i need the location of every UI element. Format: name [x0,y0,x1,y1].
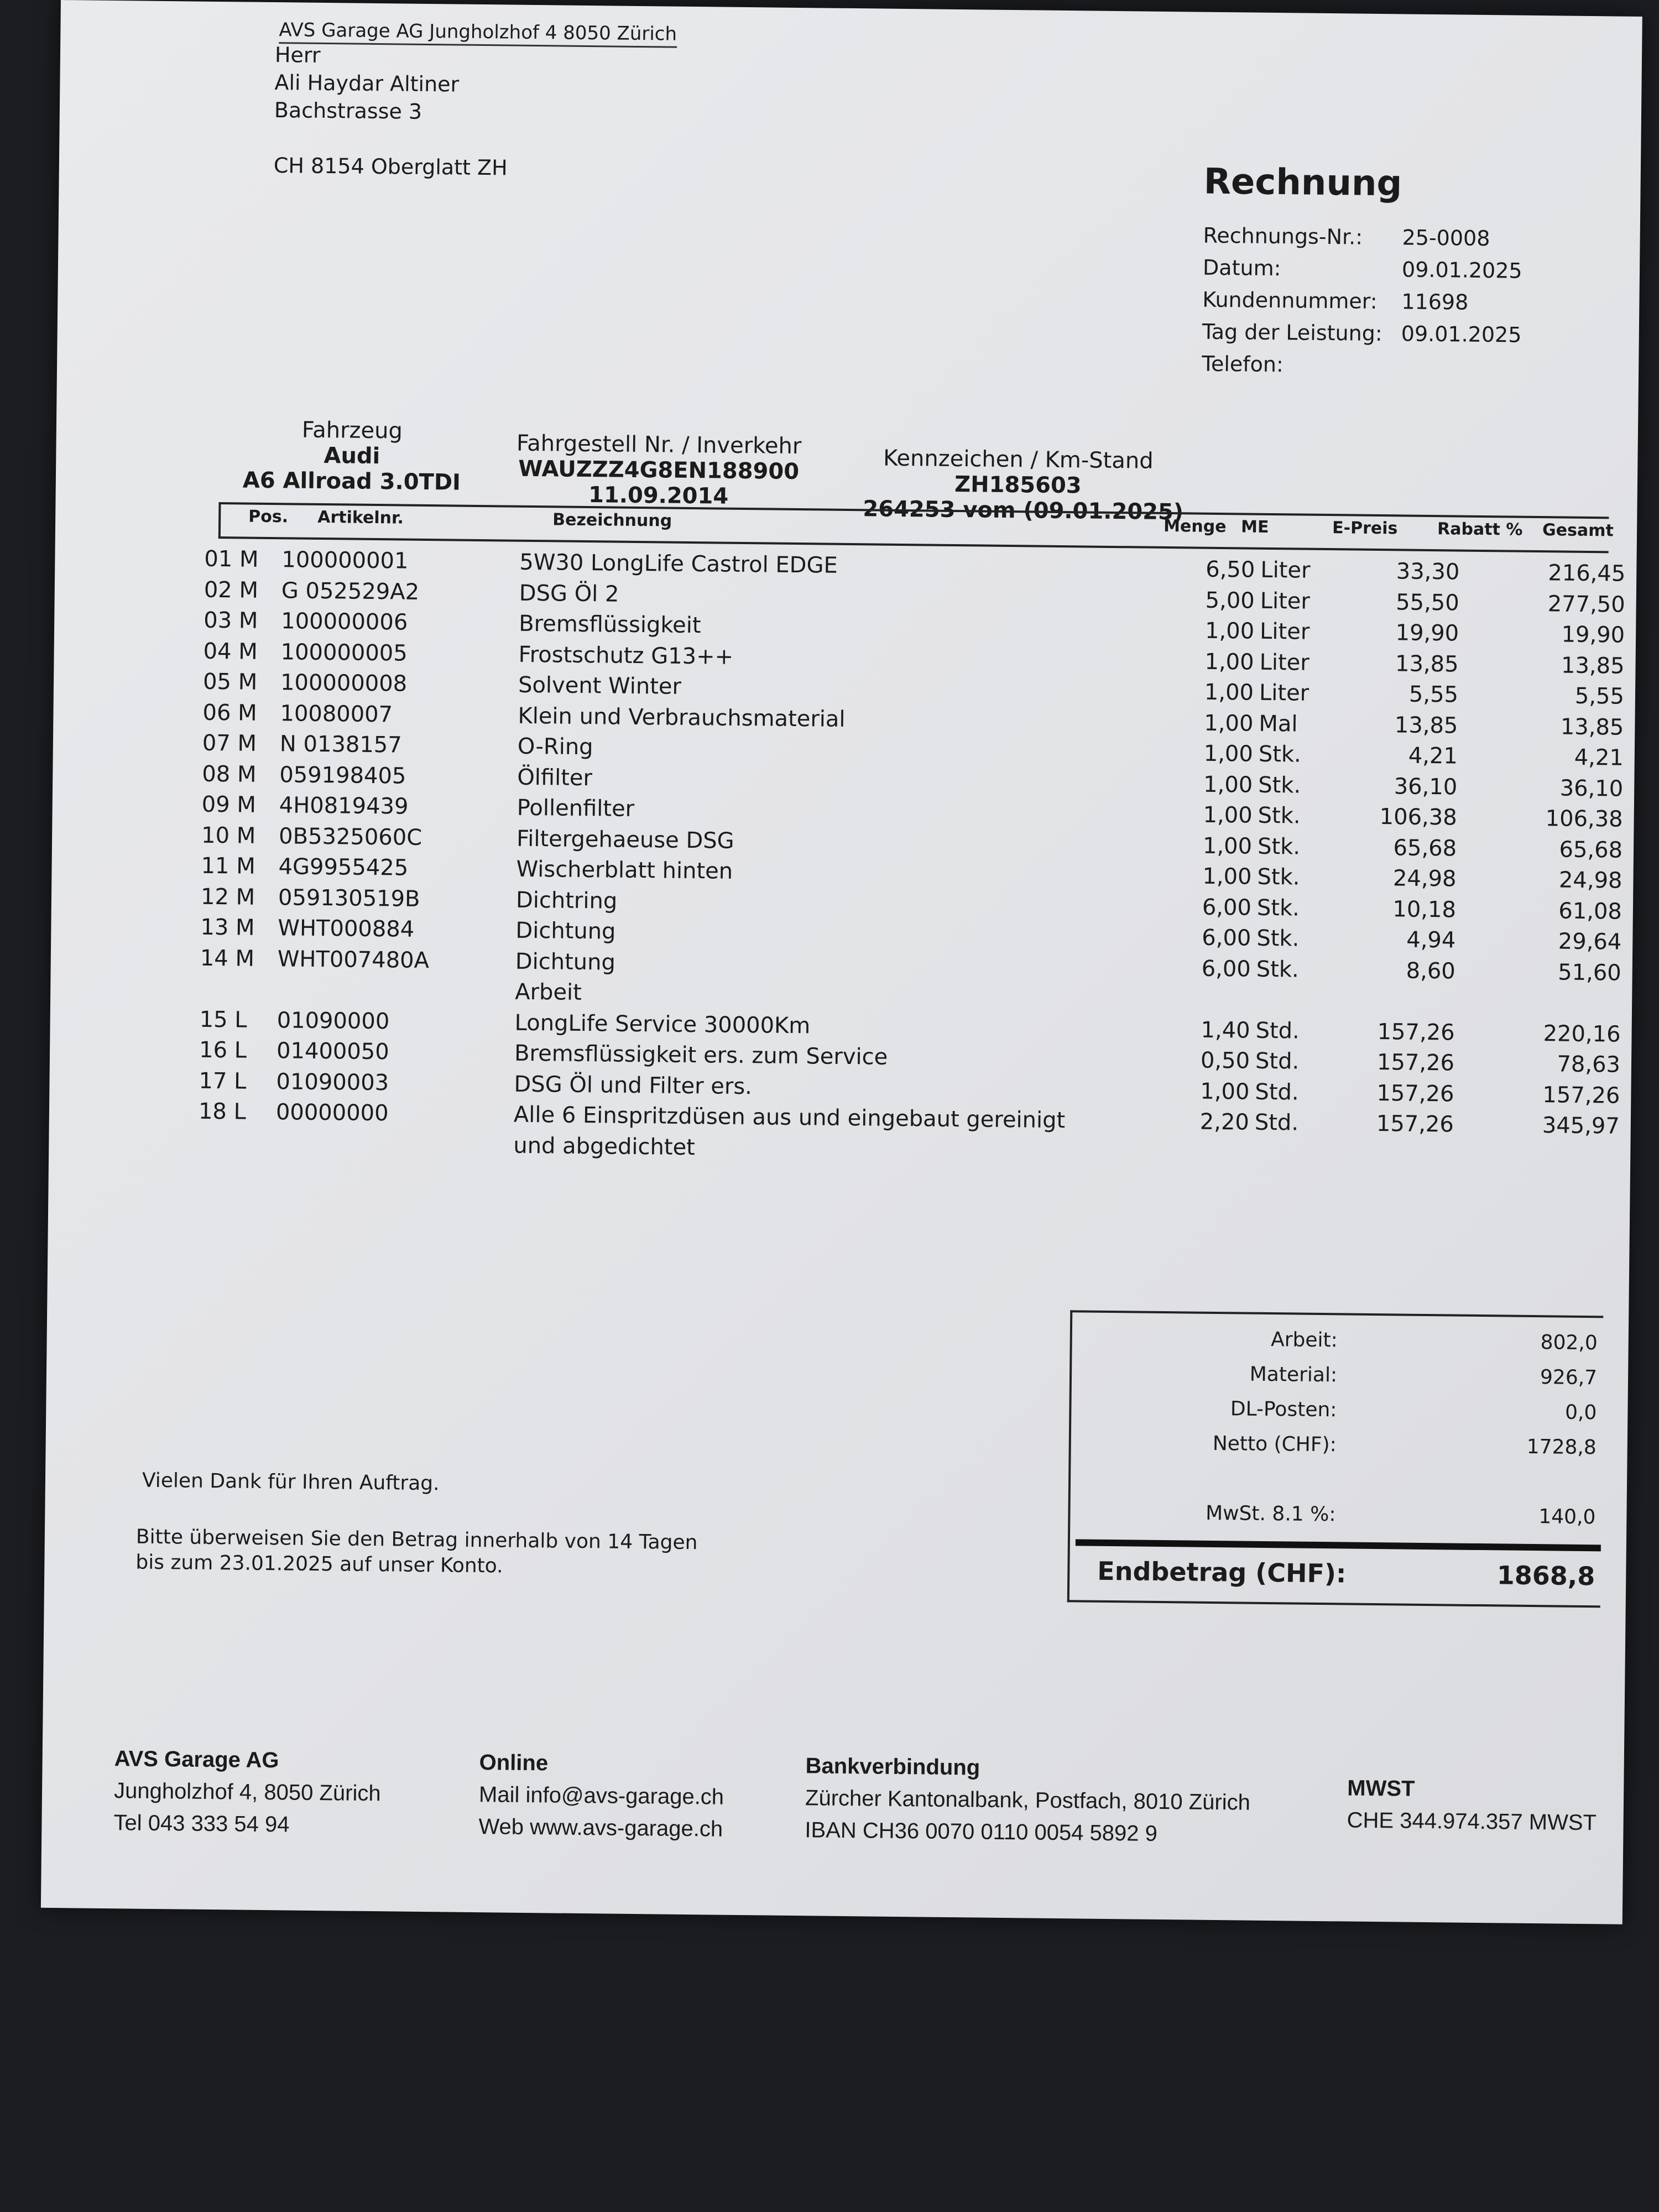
vehicle-plate: ZH185603 [954,471,1082,499]
payment-terms-line2: bis zum 23.01.2025 auf unser Konto. [135,1551,503,1578]
footer-online-title: Online [479,1750,549,1776]
cell-price: 157,26 [1377,1019,1455,1045]
service-day: 09.01.2025 [1401,321,1522,347]
col-price: E-Preis [1332,518,1398,539]
cell-qty: 1,00 [1204,618,1255,644]
cell-price: 4,94 [1406,927,1456,953]
cell-desc: Dichtung [515,948,616,975]
total-label: Endbetrag (CHF): [1097,1556,1347,1589]
vehicle-km: 264253 vom (09.01.2025) [863,496,1184,525]
cell-unit: Liter [1260,588,1311,614]
cell-desc: und abgedichtet [513,1133,696,1160]
cell-unit: Stk. [1256,895,1300,921]
cell-art: 01090000 [276,1007,390,1034]
cell-pos: 13 M [200,914,255,941]
footer-bank-title: Bankverbindung [805,1754,980,1780]
cell-unit: Liter [1260,557,1311,583]
cell-price: 157,26 [1376,1080,1454,1107]
cell-desc: Pollenfilter [517,795,635,822]
cell-art: 10080007 [280,700,393,727]
invoice-number-label: Rechnungs-Nr.: [1203,223,1363,249]
cell-unit: Stk. [1257,833,1301,860]
cell-pos: 12 M [200,884,255,910]
cell-pos: 17 L [199,1068,247,1094]
cell-pos [199,1129,259,1130]
cell-total: 106,38 [1545,806,1623,832]
labor-amount: 802,0 [1540,1331,1598,1355]
cell-qty: 1,00 [1202,863,1252,890]
cell-qty: 1,00 [1203,771,1253,798]
cell-pos: 01 M [204,546,259,572]
cell-price: 106,38 [1379,804,1457,831]
cell-total: 13,85 [1560,713,1624,740]
cell-art: 0B5325060C [278,823,422,851]
net-amount: 1728,8 [1526,1435,1597,1459]
recipient-salutation: Herr [274,43,321,67]
payment-terms-line1: Bitte überweisen Sie den Betrag innerhalb von 14 Tagen [135,1525,698,1554]
cell-total: 65,68 [1559,836,1623,863]
footer-web[interactable]: Web www.avs-garage.ch [478,1814,723,1841]
cell-total: 24,98 [1558,867,1623,894]
cell-desc: Arbeit [515,979,582,1005]
cell-pos: 16 L [199,1037,247,1063]
cell-desc: Dichtring [515,887,618,914]
footer-bank-address: Zürcher Kantonalbank, Postfach, 8010 Zürich [805,1786,1251,1815]
cell-qty: 1,00 [1204,679,1254,706]
cell-price: 8,60 [1406,958,1455,984]
cell-desc: Bremsflüssigkeit ers. zum Service [514,1040,888,1070]
cell-qty: 6,00 [1202,894,1252,921]
cell-unit: Mal [1259,711,1298,737]
cell-pos: 11 M [201,853,255,879]
cell-price: 4,21 [1408,743,1458,769]
cell-art: 100000005 [280,639,408,666]
col-article: Artikelnr. [317,507,404,528]
cell-total: 13,85 [1561,652,1625,679]
vat-amount: 140,0 [1538,1505,1596,1529]
phone-label: Telefon: [1201,351,1284,377]
cell-pos: 02 M [204,577,259,603]
total-amount: 1868,8 [1496,1560,1595,1592]
cell-qty: 1,00 [1202,833,1253,859]
cell-qty: 5,00 [1205,587,1255,614]
cell-pos: 08 M [202,761,257,787]
cell-desc: Alle 6 Einspritzdüsen aus und eingebaut gereinigt [513,1102,1066,1134]
cell-pos: 06 M [202,700,257,726]
recipient-city: CH 8154 Oberglatt ZH [273,153,508,180]
footer-vat-number: CHE 344.974.357 MWST [1347,1808,1597,1835]
cell-art: 059198405 [279,761,406,789]
footer-company [113,1743,381,1841]
cell-total: 5,55 [1574,683,1625,709]
footer-bank [805,1750,1251,1850]
thanks-text: Vielen Dank für Ihren Auftrag. [142,1469,440,1495]
cell-unit: Std. [1255,1079,1299,1105]
cell-art: WHT000884 [278,915,415,942]
col-pos: Pos. [248,507,289,527]
vehicle-make: Audi [324,443,380,469]
cell-total: 157,26 [1542,1082,1620,1109]
summary-box [1067,1310,1603,1608]
cell-unit: Std. [1255,1048,1300,1074]
cell-total: 277,50 [1547,591,1625,618]
cell-price: 157,26 [1376,1111,1454,1138]
cell-qty: 1,00 [1204,710,1254,737]
cell-total: 36,10 [1559,775,1624,802]
cell-desc: Dichtung [515,917,616,945]
cell-total: 19,90 [1561,622,1625,648]
cell-desc: DSG Öl 2 [519,580,619,607]
cell-art: 4H0819439 [279,792,409,820]
labor-label: Arbeit: [1270,1328,1338,1352]
cell-price: 24,98 [1392,865,1457,892]
vehicle-vin: WAUZZZ4G8EN188900 [518,456,800,485]
cell-art: 100000006 [281,608,408,635]
invoice-title: Rechnung [1203,161,1402,205]
cell-pos: 05 M [202,669,258,695]
service-day-label: Tag der Leistung: [1202,319,1383,346]
cell-unit: Liter [1259,618,1310,645]
footer-company-title: AVS Garage AG [114,1746,279,1773]
cell-desc: Filtergehaeuse DSG [516,826,734,854]
cell-pos [200,976,261,977]
cell-art: 059130519B [278,884,420,912]
cell-art: N 0138157 [279,731,402,758]
vehicle-model-block [227,416,477,495]
sender-address-line: AVS Garage AG Jungholzhof 4 8050 Zürich [279,19,677,48]
cell-unit: Stk. [1258,741,1302,768]
cell-art: 100000001 [281,547,409,574]
cell-pos: 18 L [198,1098,247,1125]
dl-amount: 0,0 [1564,1401,1597,1425]
material-amount: 926,7 [1540,1366,1598,1390]
cell-total: 216,45 [1548,560,1626,587]
cell-art: 00000000 [275,1099,389,1126]
cell-desc: Ölfilter [517,764,593,791]
cell-qty: 6,00 [1201,956,1251,982]
cell-qty: 6,00 [1202,925,1251,951]
cell-total: 61,08 [1558,898,1623,925]
cell-qty: 0,50 [1200,1047,1250,1074]
cell-pos: 04 M [203,638,258,665]
cell-pos: 15 L [199,1006,247,1033]
cell-price: 10,18 [1392,896,1457,923]
cell-art: 4G9955425 [278,854,409,881]
cell-art: 100000008 [280,670,408,697]
invoice-date-label: Datum: [1202,255,1281,281]
invoice-meta [1202,220,1523,383]
vehicle-registration: 11.09.2014 [588,482,729,509]
cell-art: 01400050 [276,1038,389,1065]
cell-pos: 09 M [201,791,257,818]
total-divider [1076,1539,1601,1551]
col-unit: ME [1240,517,1269,537]
net-label: Netto (CHF): [1212,1432,1337,1457]
cell-price: 13,85 [1394,712,1458,739]
col-discount: Rabatt % [1437,519,1523,540]
cell-price: 65,68 [1393,834,1457,862]
cell-desc: Bremsflüssigkeit [518,611,701,639]
vin-header: Fahrgestell Nr. / Inverkehr [516,430,802,460]
cell-qty: 1,00 [1203,740,1254,767]
cell-desc: Wischerblatt hinten [516,856,733,884]
cell-unit: Std. [1255,1018,1300,1044]
cell-unit: Liter [1259,680,1310,706]
invoice-number: 25-0008 [1402,225,1490,251]
col-total: Gesamt [1542,520,1614,541]
cell-unit: Stk. [1257,864,1300,890]
dl-label: DL-Posten: [1230,1397,1337,1422]
footer-vat-title: MWST [1347,1776,1415,1801]
vehicle-model: A6 Allroad 3.0TDI [242,467,461,495]
vehicle-header: Fahrzeug [301,417,403,444]
cell-desc: Klein und Verbrauchsmaterial [518,703,846,732]
cell-total: 51,60 [1557,959,1621,986]
cell-desc: DSG Öl und Filter ers. [514,1071,753,1099]
recipient-name: Ali Haydar Altiner [274,70,460,97]
cell-desc: 5W30 LongLife Castrol EDGE [519,549,838,578]
cell-art: G 052529A2 [281,577,420,605]
cell-desc: O-Ring [517,733,593,760]
cell-desc: Frostschutz G13++ [518,641,734,670]
line-items [198,546,1653,1175]
cell-qty: 1,00 [1204,649,1254,675]
cell-price: 19,90 [1395,620,1459,646]
footer-online [478,1746,724,1845]
cell-art: 01090003 [276,1068,389,1095]
cell-art: WHT007480A [277,946,430,973]
payment-terms [135,1525,698,1582]
cell-price: 36,10 [1394,773,1458,800]
cell-price: 13,85 [1395,650,1459,677]
col-qty: Menge [1163,516,1227,537]
cell-total: 4,21 [1574,744,1624,771]
footer-vat [1347,1772,1597,1839]
cell-qty: 1,00 [1200,1078,1250,1105]
cell-price: 157,26 [1376,1050,1455,1076]
cell-total: 29,64 [1558,928,1622,955]
invoice-paper [41,0,1642,1924]
cell-qty: 2,20 [1199,1109,1250,1135]
customer-number: 11698 [1401,289,1469,315]
cell-unit: Liter [1259,649,1310,676]
cell-qty: 6,50 [1206,556,1255,583]
footer-iban: IBAN CH36 0070 0110 0054 5892 9 [805,1818,1158,1846]
cell-qty: 1,00 [1203,802,1253,828]
cell-unit: Std. [1254,1109,1299,1136]
plate-header: Kennzeichen / Km-Stand [883,445,1154,474]
cell-pos: 07 M [202,730,257,757]
material-label: Material: [1249,1363,1338,1387]
footer-company-phone: Tel 043 333 54 94 [113,1811,290,1837]
cell-price: 33,30 [1396,559,1460,585]
cell-unit: Stk. [1256,956,1299,983]
cell-price: 5,55 [1408,681,1459,708]
cell-unit: Stk. [1258,802,1301,829]
cell-unit: Stk. [1258,772,1301,799]
cell-desc: LongLife Service 30000Km [514,1010,811,1039]
cell-unit: Stk. [1256,925,1300,952]
cell-price: 55,50 [1395,589,1459,616]
recipient-address [274,41,509,181]
cell-pos: 10 M [201,822,256,849]
cell-desc: Solvent Winter [518,672,682,700]
cell-qty: 1,40 [1201,1017,1250,1044]
vat-label: MwSt. 8.1 %: [1205,1501,1336,1526]
vehicle-vin-block [498,430,819,510]
cell-total: 345,97 [1542,1113,1620,1139]
cell-pos: 14 M [200,945,255,972]
cell-total: 220,16 [1543,1020,1621,1047]
col-description: Bezeichnung [552,510,672,531]
cell-pos: 03 M [204,607,258,634]
table-header [218,502,1614,553]
recipient-street: Bachstrasse 3 [274,98,422,124]
customer-number-label: Kundennummer: [1202,287,1378,314]
cell-total: 78,63 [1557,1051,1621,1078]
invoice-date: 09.01.2025 [1401,257,1522,283]
footer-mail[interactable]: Mail info@avs-garage.ch [478,1782,724,1809]
footer-company-address: Jungholzhof 4, 8050 Zürich [113,1778,381,1806]
